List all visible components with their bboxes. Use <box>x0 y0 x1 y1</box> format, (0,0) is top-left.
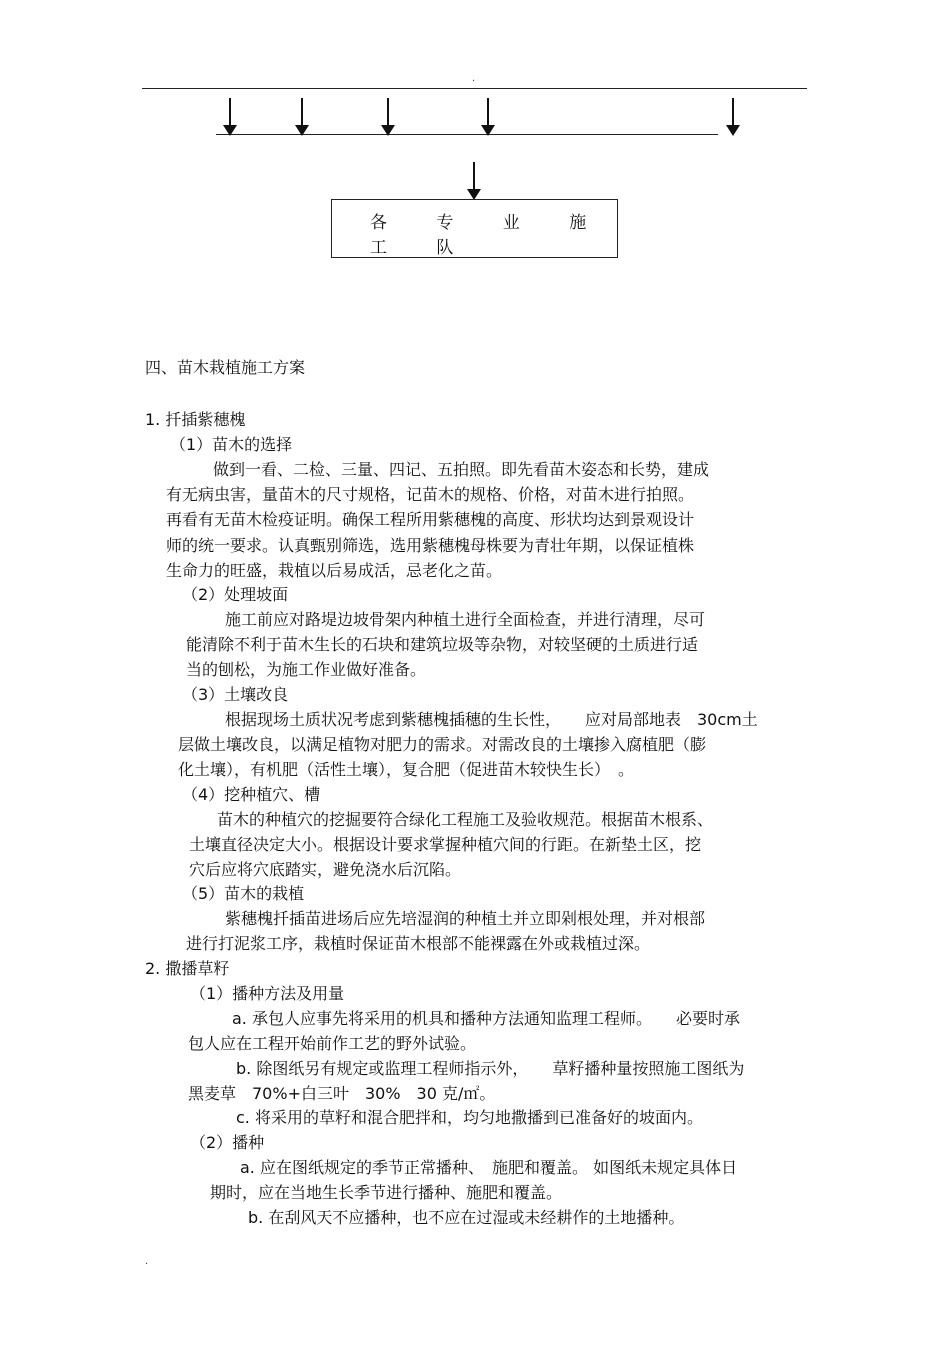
item1-sub1-title: （1）苗木的选择 <box>170 435 293 454</box>
item2-sub1-line: c. 将采用的草籽和混合肥拌和，均匀地撒播到已准备好的坡面内。 <box>236 1108 703 1127</box>
item2-sub2-line: a. 应在图纸规定的季节正常播种、 施肥和覆盖。 如图纸未规定具体日 <box>240 1158 738 1177</box>
item2-title: 2. 撒播草籽 <box>145 959 230 978</box>
construction-team-label: 各 专 业 施 工 队 <box>370 213 609 258</box>
item1-sub1-line: 生命力的旺盛，栽植以后易成活，忌老化之苗。 <box>166 561 503 580</box>
org-arrow-3 <box>381 98 395 136</box>
item1-sub2-line: 能清除不利于苗木生长的石块和建筑垃圾等杂物，对较坚硬的土质进行适 <box>186 635 699 654</box>
item1-sub5-line: 进行打泥浆工序，栽植时保证苗木根部不能裸露在外或栽植过深。 <box>186 934 651 953</box>
item1-sub4-title: （4）挖种植穴、槽 <box>182 785 321 804</box>
item1-sub5-line: 紫穗槐扦插苗进场后应先培湿润的种植土并立即剁根处理，并对根部 <box>225 909 706 928</box>
header-dot: . <box>472 73 476 84</box>
item1-sub4-line: 穴后应将穴底踏实，避免浇水后沉陷。 <box>189 860 462 879</box>
footer-dot: . <box>145 1256 149 1267</box>
item2-sub1-title: （1）播种方法及用量 <box>190 984 345 1003</box>
item1-title: 1. 扦插紫穗槐 <box>145 410 246 429</box>
org-arrow-down-to-box <box>467 162 481 200</box>
item2-sub2-line: b. 在刮风天不应播种，也不应在过湿或未经耕作的土地播种。 <box>248 1208 685 1227</box>
item1-sub2-title: （2）处理坡面 <box>182 585 289 604</box>
item1-sub3-line: 根据现场土质状况考虑到紫穗槐插穗的生长性， 应对局部地表 30cm土 <box>225 710 758 729</box>
org-arrow-2 <box>295 98 309 136</box>
section-heading: 四、苗木栽植施工方案 <box>145 358 306 377</box>
item1-sub1-line: 做到一看、二检、三量、四记、五拍照。即先看苗木姿态和长势，建成 <box>213 460 710 479</box>
item1-sub3-line: 化土壤），有机肥（活性土壤），复合肥（促进苗木较快生长） 。 <box>178 760 635 779</box>
construction-team-box <box>331 199 618 258</box>
item2-sub1-line: 包人应在工程开始前作工艺的野外试验。 <box>188 1034 477 1053</box>
item1-sub3-line: 层做土壤改良，以满足植物对肥力的需求。对需改良的土壤掺入腐植肥（膨 <box>178 735 707 754</box>
item1-sub2-line: 当的刨松，为施工作业做好准备。 <box>186 660 427 679</box>
org-arrow-5 <box>726 98 740 136</box>
header-rule <box>142 88 807 89</box>
item1-sub1-line: 有无病虫害，量苗木的尺寸规格，记苗木的规格、价格，对苗木进行拍照。 <box>166 485 695 504</box>
item2-sub2-line: 期时，应在当地生长季节进行播种、施肥和覆盖。 <box>210 1183 563 1202</box>
org-chart-bus-line <box>216 134 718 135</box>
org-arrow-4 <box>481 98 495 136</box>
item2-sub1-line: a. 承包人应事先将采用的机具和播种方法通知监理工程师。 必要时承 <box>232 1009 740 1028</box>
item2-sub2-title: （2）播种 <box>190 1133 265 1152</box>
item1-sub1-line: 师的统一要求。认真甄别筛选，选用紫穗槐母株要为青壮年期，以保证植株 <box>166 536 695 555</box>
item1-sub3-title: （3）土壤改良 <box>182 685 289 704</box>
org-arrow-1 <box>223 98 237 136</box>
item1-sub1-line: 再看有无苗木检疫证明。确保工程所用紫穗槐的高度、形状均达到景观设计 <box>166 510 695 529</box>
item2-sub1-line: b. 除图纸另有规定或监理工程师指示外， 草籽播种量按照施工图纸为 <box>236 1059 745 1078</box>
item1-sub5-title: （5）苗木的栽植 <box>182 884 305 903</box>
item1-sub4-line: 苗木的种植穴的挖掘要符合绿化工程施工及验收规范。根据苗木根系、 <box>217 810 714 829</box>
item2-sub1-line: 黑麦草 70%+白三叶 30% 30 克/㎡。 <box>188 1084 496 1103</box>
item1-sub2-line: 施工前应对路堤边坡骨架内种植土进行全面检查，并进行清理，尽可 <box>225 610 706 629</box>
item1-sub4-line: 土壤直径决定大小。根据设计要求掌握种植穴间的行距。在新垫土区，挖 <box>189 835 702 854</box>
